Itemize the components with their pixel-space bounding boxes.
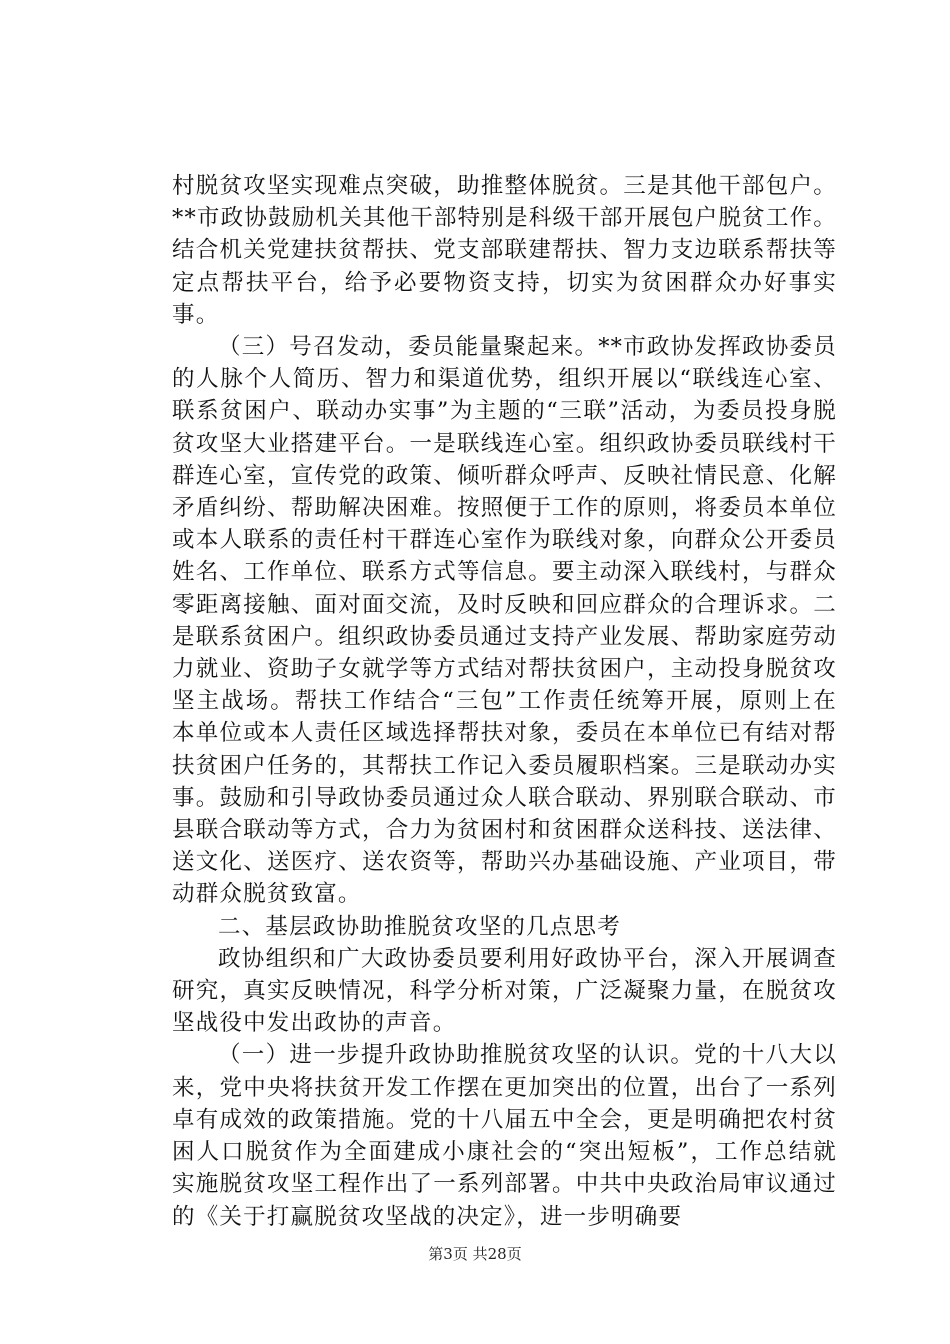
paragraph-2: （三）号召发动，委员能量聚起来。**市政协发挥政协委员的人脉个人简历、智力和渠道优势，组织开展以“联线连心室、联系贫困户、联动办实事”为主题的“三联”活动，为委员投身脱贫攻坚大业搭建平台。一是联线连心室。组织政协委员联线村干群连心室，宣传党的政策、倾听群众呼声、反映社情民意、化解矛盾纠纷、帮助解决困难。按照便于工作的原则，将委员本单位或本人联系的责任村干群连心室作为联线对象，向群众公开委员姓名、工作单位、联系方式等信息。要主动深入联线村，与群众零距离接触、面对面交流，及时反映和回应群众的合理诉求。二是联系贫困户。组织政协委员通过支持产业发展、帮助家庭劳动力就业、资助子女就学等方式结对帮扶贫困户，主动投身脱贫攻坚主战场。帮扶工作结合“三包”工作责任统筹开展，原则上在本单位或本人责任区域选择帮扶对象，委员在本单位已有结对帮扶贫困户任务的，其帮扶工作记入委员履职档案。三是联动办实事。鼓励和引导政协委员通过众人联合联动、界别联合联动、市县联合联动等方式，合力为贫困村和贫困群众送科技、送法律、送文化、送医疗、送农资等，帮助兴办基础设施、产业项目，带动群众脱贫致富。 [172, 334, 837, 908]
paragraph-3: 政协组织和广大政协委员要利用好政协平台，深入开展调查研究，真实反映情况，科学分析对策，广泛凝聚力量，在脱贫攻坚战役中发出政协的声音。 [172, 945, 837, 1037]
page-number-footer: 第3页 共28页 [428, 1245, 522, 1263]
section-heading: 二、基层政协助推脱贫攻坚的几点思考 [218, 913, 621, 940]
paragraph-4: （一）进一步提升政协助推脱贫攻坚的认识。党的十八大以来，党中央将扶贫开发工作摆在更加突出的位置，出台了一系列卓有成效的政策措施。党的十八届五中全会，更是明确把农村贫困人口脱贫作为全面建成小康社会的“突出短板”，工作总结就实施脱贫攻坚工程作出了一系列部署。中共中央政治局审议通过的《关于打赢脱贫攻坚战的决定》，进一步明确要 [172, 1042, 837, 1230]
document-body [172, 170, 837, 1233]
paragraph-1: 村脱贫攻坚实现难点突破，助推整体脱贫。三是其他干部包户。**市政协鼓励机关其他干部特别是科级干部开展包户脱贫工作。结合机关党建扶贫帮扶、党支部联建帮扶、智力支边联系帮扶等定点帮扶平台，给予必要物资支持，切实为贫困群众办好事实事。 [172, 173, 837, 328]
